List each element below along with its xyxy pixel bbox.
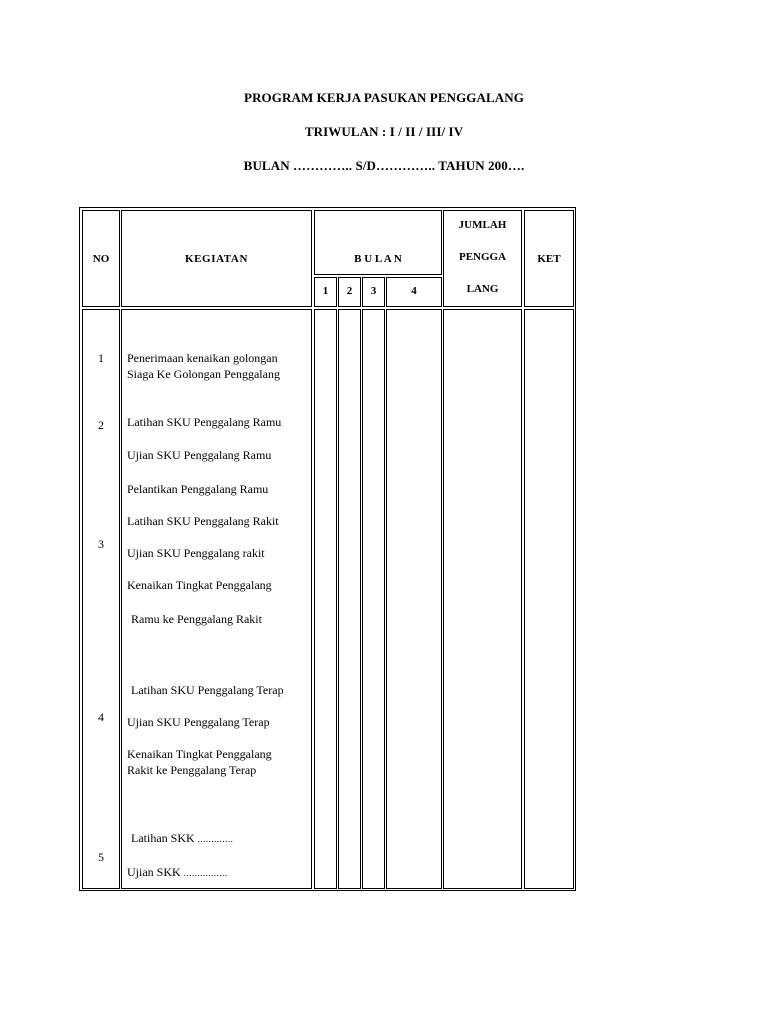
activity-item: Latihan SKU Penggalang Ramu [127, 415, 282, 429]
body-bulan-4-cell [386, 309, 442, 889]
body-bulan-3-cell [362, 309, 385, 889]
header-ket-cell [524, 210, 574, 307]
bulan-2-cell [338, 277, 361, 307]
bulan-1-cell [314, 277, 337, 307]
fill-in-dots: ................ [183, 868, 228, 878]
row-number: 3 [98, 537, 104, 551]
activity-item [131, 831, 233, 846]
activity-item: Ujian SKU Penggalang rakit [127, 546, 265, 560]
header-ket: KET [537, 253, 561, 265]
header-jumlah-line3: LANG [466, 283, 499, 295]
header-no: NO [92, 253, 110, 265]
activity-item: Ujian SKU Penggalang Terap [127, 715, 270, 729]
fill-in-dots: ............. [197, 834, 234, 844]
activity-item: Rakit ke Penggalang Terap [127, 763, 257, 777]
row-number: 2 [98, 418, 104, 432]
body-kegiatan-cell [121, 309, 312, 889]
activity-item: Siaga Ke Golongan Penggalang [127, 367, 280, 381]
bulan-3-cell [362, 277, 385, 307]
body-bulan-1-cell [314, 309, 337, 889]
activity-item: Ujian SKU Penggalang Ramu [127, 448, 272, 462]
bulan-1: 1 [322, 285, 329, 297]
body-ket-cell [524, 309, 574, 889]
row-number: 4 [98, 710, 104, 724]
bulan-3: 3 [370, 285, 377, 297]
activity-item: Kenaikan Tingkat Penggalang [127, 747, 272, 761]
quarter-line: TRIWULAN : I / II / III/ IV [304, 124, 464, 139]
row-number: 1 [98, 351, 104, 365]
header-kegiatan-cell [121, 210, 312, 307]
header-bulan: B U L A N [354, 253, 402, 265]
body-no-cell [82, 309, 120, 889]
bulan-2: 2 [346, 285, 353, 297]
activity-label: Latihan SKK [131, 831, 195, 845]
bulan-4-cell [386, 277, 442, 307]
activity-item: Penerimaan kenaikan golongan [127, 351, 278, 365]
activity-item [127, 865, 228, 880]
header-kegiatan: KEGIATAN [184, 253, 249, 265]
period-line: BULAN ………….. S/D………….. TAHUN 200…. [243, 158, 525, 173]
header-jumlah-line2: PENGGA [458, 251, 507, 263]
activity-item: Kenaikan Tingkat Penggalang [127, 578, 272, 592]
header-jumlah-line1: JUMLAH [458, 219, 507, 231]
document-title: PROGRAM KERJA PASUKAN PENGGALANG [244, 90, 524, 105]
activity-label: Ujian SKK [127, 865, 181, 879]
body-bulan-2-cell [338, 309, 361, 889]
body-jumlah-cell [443, 309, 522, 889]
header-no-cell [82, 210, 120, 307]
activity-item: Ramu ke Penggalang Rakit [131, 612, 262, 626]
header-jumlah-cell [443, 210, 522, 307]
program-table [79, 207, 576, 891]
header-bulan-cell [314, 210, 442, 275]
activity-item: Latihan SKU Penggalang Rakit [127, 514, 279, 528]
row-number: 5 [98, 850, 104, 864]
activity-item: Pelantikan Penggalang Ramu [127, 482, 269, 496]
bulan-4: 4 [411, 285, 417, 297]
activity-item: Latihan SKU Penggalang Terap [131, 683, 284, 697]
